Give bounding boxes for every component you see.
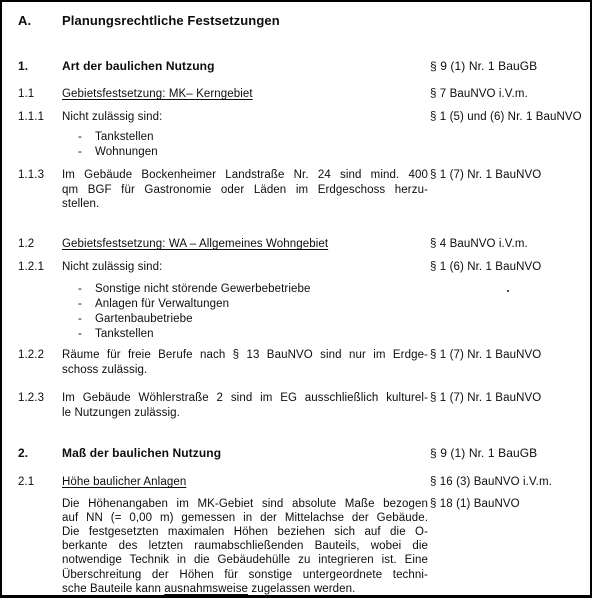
paragraph-line: Räume für freie Berufe nach § 13 BauNVO sind nur im Erdge-	[62, 349, 428, 361]
list-item	[62, 145, 428, 160]
paragraph-line: auf NN (= 0,00 m) gemessen in der Mittelachse der Gebäude.	[62, 511, 428, 524]
bullet-dash: -	[78, 328, 82, 340]
paragraph-line: Im Gebäude Wöhlerstraße 2 sind im EG ausschließlich kulturel-	[62, 392, 428, 404]
section-row-1	[18, 59, 590, 74]
bullet-dash: -	[78, 298, 82, 310]
section-number: 1.1	[18, 88, 35, 100]
section-row-2	[18, 446, 590, 461]
legal-reference: § 9 (1) Nr. 1 BauGB	[430, 59, 538, 73]
bullet-list-row	[18, 282, 590, 342]
paragraph-line: stellen.	[62, 198, 100, 210]
legal-reference: § 1 (7) Nr. 1 BauNVO	[430, 349, 542, 361]
section-heading: Maß der baulichen Nutzung	[62, 446, 222, 460]
legal-reference: § 1 (6) Nr. 1 BauNVO	[430, 261, 542, 273]
section-row-2-1	[18, 475, 590, 490]
section-number: 1.2.3	[18, 392, 45, 404]
section-number: 2.1	[18, 476, 35, 488]
section-number: 1.	[18, 59, 29, 73]
legal-reference: § 16 (3) BauNVO i.V.m.	[430, 476, 552, 488]
paragraph-line: qm BGF für Gastronomie oder Läden im Erdgeschoss herzu-	[62, 183, 428, 196]
paragraph-line: schoss zulässig.	[62, 363, 148, 376]
bullet-list-row	[18, 130, 590, 160]
title-ref-empty	[428, 13, 590, 28]
list-item	[62, 327, 428, 342]
section-number: 1.2.2	[18, 349, 45, 361]
bullet-list	[62, 130, 428, 160]
list-item-label: Tankstellen	[95, 328, 154, 340]
document-title-row	[18, 13, 590, 28]
section-row-1-1-3	[18, 168, 590, 212]
list-item-label: Anlagen für Verwaltungen	[95, 298, 230, 310]
section-number: 1.2.1	[18, 261, 45, 273]
legal-reference: § 4 BauNVO i.V.m.	[430, 238, 528, 250]
paragraph-line: Die Höhenangaben im MK-Gebiet sind absolute Maße bezogen	[62, 497, 428, 510]
list-item-label: Wohnungen	[95, 146, 158, 158]
page-title: Planungsrechtliche Festsetzungen	[62, 13, 280, 28]
bullet-dash: -	[78, 313, 82, 325]
section-body-2-1	[18, 497, 590, 596]
paragraph	[62, 168, 428, 212]
bullet-dash: -	[78, 146, 82, 158]
section-heading: Gebietsfestsetzung: MK– Kerngebiet	[62, 88, 253, 100]
section-number: 1.2	[18, 238, 35, 250]
paragraph-line: Im Gebäude Bockenheimer Landstraße Nr. 24 sind mind. 400	[62, 169, 428, 181]
section-heading: Nicht zulässig sind:	[62, 111, 163, 123]
section-number: 1.1.3	[18, 169, 45, 181]
list-item	[62, 130, 428, 145]
paragraph-line: Überschreitung der Höhen für sonstige untergeordnete techni-	[62, 568, 428, 581]
legal-reference: § 9 (1) Nr. 1 BauGB	[430, 446, 538, 460]
paragraph-line: notwendige Technik in die Gebäudehülle zu integrieren ist. Eine	[62, 554, 428, 567]
emphasized-word: ausnahmsweise	[164, 582, 249, 595]
bullet-dash: -	[78, 283, 82, 295]
paragraph	[62, 391, 428, 420]
list-item	[62, 282, 428, 297]
title-number: A.	[18, 13, 32, 28]
list-item	[62, 297, 428, 312]
paragraph-text: zugelassen werden.	[248, 582, 356, 595]
legal-reference: § 1 (7) Nr. 1 BauNVO	[430, 169, 542, 181]
legal-reference: § 18 (1) BauNVO	[430, 497, 520, 510]
section-heading: Nicht zulässig sind:	[62, 261, 163, 273]
paragraph-line: le Nutzungen zulässig.	[62, 406, 180, 419]
section-heading: Art der baulichen Nutzung	[62, 59, 215, 73]
list-item	[62, 312, 428, 327]
paragraph-text: sche Bauteile kann	[62, 582, 165, 595]
section-row-1-2	[18, 237, 590, 252]
section-row-1-1	[18, 87, 590, 102]
paragraph-line: Die festgesetzten maximalen Höhen beziehen sich auf die O-	[62, 525, 428, 538]
paragraph	[62, 497, 428, 596]
section-row-1-2-3	[18, 391, 590, 420]
paragraph	[62, 348, 428, 377]
legal-reference: § 1 (5) und (6) Nr. 1 BauNVO	[430, 111, 582, 123]
section-row-1-2-1	[18, 260, 590, 275]
bullet-dash: -	[78, 131, 82, 143]
list-item-label: Sonstige nicht störende Gewerbebetriebe	[95, 283, 311, 295]
paragraph-line	[62, 582, 428, 596]
section-heading: Gebietsfestsetzung: WA – Allgemeines Wohngebiet	[62, 238, 329, 250]
list-item-label: Gartenbaubetriebe	[95, 313, 193, 325]
section-row-1-2-2	[18, 348, 590, 377]
paragraph-line: berkante des letzten raumabschließenden Bauteils, wobei die	[62, 540, 428, 553]
section-number: 1.1.1	[18, 111, 45, 123]
list-item-label: Tankstellen	[95, 131, 154, 143]
legal-reference: § 1 (7) Nr. 1 BauNVO	[430, 392, 542, 404]
section-row-1-1-1	[18, 110, 590, 125]
section-number: 2.	[18, 446, 29, 460]
scan-artifact-dot	[507, 290, 509, 292]
bullet-list	[62, 282, 428, 342]
section-heading: Höhe baulicher Anlagen	[62, 476, 187, 488]
legal-reference: § 7 BauNVO i.V.m.	[430, 88, 528, 100]
